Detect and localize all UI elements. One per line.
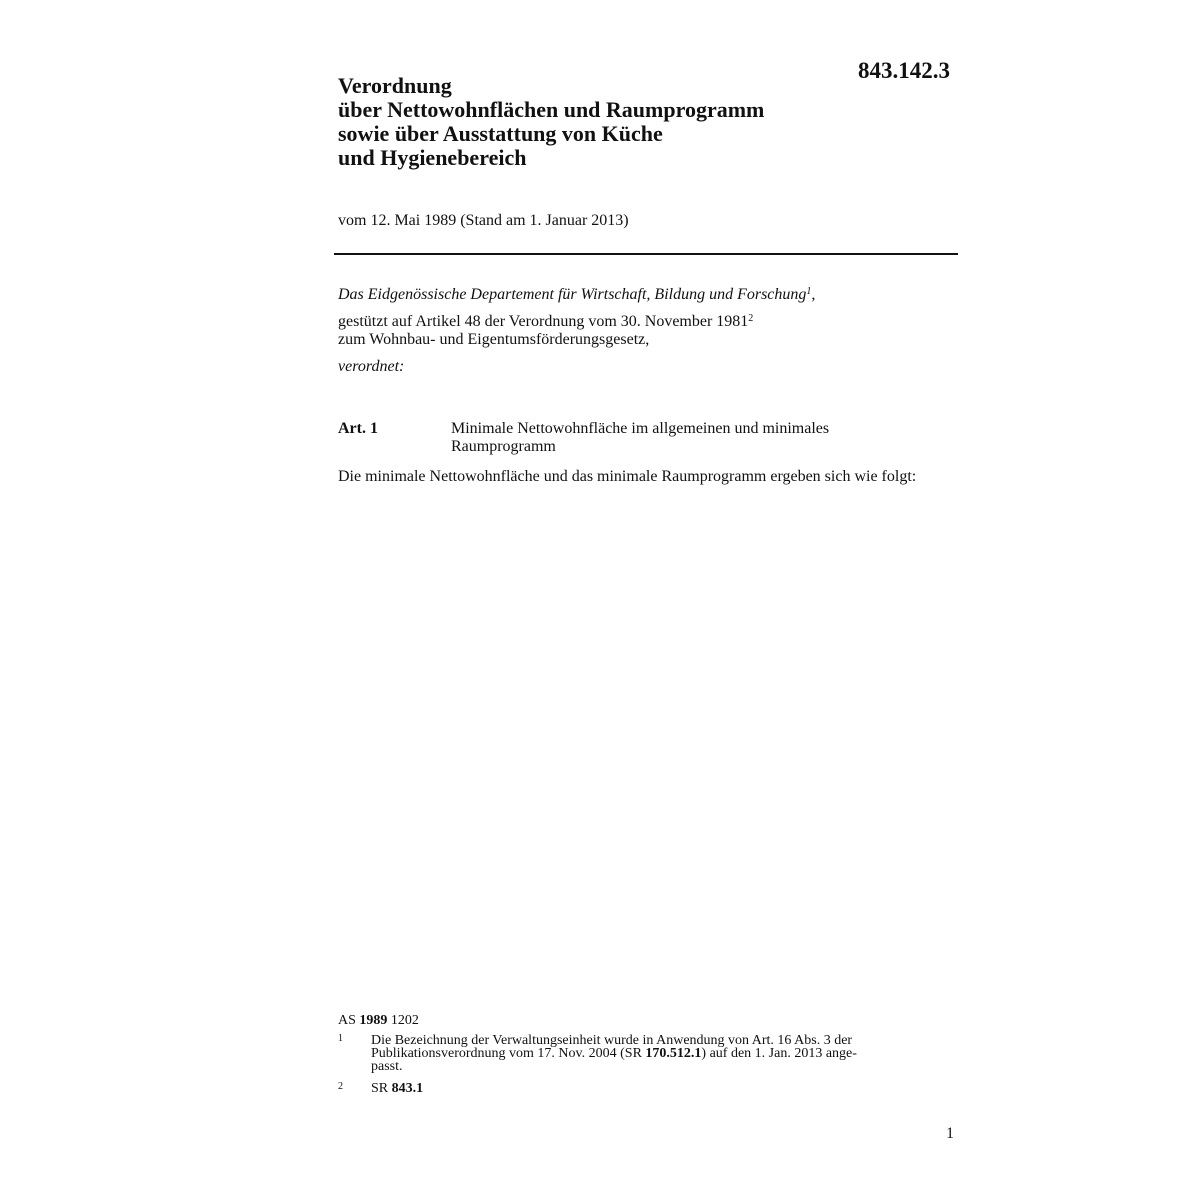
title-line-2: über Nettowohnflächen und Raumprogramm <box>338 97 765 122</box>
as-prefix: AS <box>338 1013 356 1028</box>
article-1-title-line-2: Raumprogramm <box>451 438 556 455</box>
footnote-1-text <box>371 1034 971 1073</box>
document-title <box>338 74 764 170</box>
article-1-label: Art. 1 <box>338 420 378 437</box>
footnote-2 <box>338 1082 978 1096</box>
title-line-4: und Hygienebereich <box>338 145 527 170</box>
as-year: 1989 <box>359 1013 388 1028</box>
date-line: vom 12. Mai 1989 (Stand am 1. Januar 2013) <box>338 212 629 229</box>
article-1-title <box>451 420 829 456</box>
as-page: 1202 <box>390 1013 419 1028</box>
preamble-decrees: verordnet: <box>338 358 405 375</box>
article-1-body: Die minimale Nettowohnfläche und das minimale Raumprogramm ergeben sich wie folgt: <box>338 468 917 485</box>
footnote-1-number: 1 <box>338 1033 343 1044</box>
footnote-1-line-2-post: ) auf den 1. Jan. 2013 ange- <box>701 1046 857 1061</box>
footnote-1 <box>338 1034 978 1074</box>
footnote-2-text <box>371 1082 971 1095</box>
page-number: 1 <box>946 1125 954 1142</box>
footnote-2-prefix: SR <box>371 1081 389 1096</box>
footnote-1-line-3: passt. <box>371 1059 403 1074</box>
title-line-1: Verordnung <box>338 73 452 98</box>
article-1-title-line-1: Minimale Nettowohnfläche im allgemeinen und minimales <box>451 420 830 437</box>
footnote-2-sr-ref[interactable]: 843.1 <box>391 1081 424 1096</box>
footnote-1-line-2 <box>371 1047 971 1060</box>
official-collection-ref <box>338 1013 419 1029</box>
preamble-basis-line-1 <box>338 313 753 331</box>
footnote-1-sr-ref[interactable]: 170.512.1 <box>645 1046 702 1061</box>
sr-number: 843.142.3 <box>858 58 950 83</box>
authority-text: Das Eidgenössische Departement für Wirtschaft, Bildung und Forschung <box>338 286 807 303</box>
footnote-ref-1[interactable]: 1 <box>806 286 812 297</box>
authority-suffix: , <box>811 286 816 303</box>
footnote-ref-2[interactable]: 2 <box>748 313 754 324</box>
basis-text: gestützt auf Artikel 48 der Verordnung vom 30. November 1981 <box>338 313 749 330</box>
preamble-basis-line-2: zum Wohnbau- und Eigentumsförderungsgesetz, <box>338 331 650 348</box>
footnote-2-number: 2 <box>338 1081 343 1092</box>
title-line-3: sowie über Ausstattung von Küche <box>338 121 663 146</box>
preamble-authority <box>338 286 815 304</box>
header-divider <box>334 253 958 255</box>
footnote-1-line-1: Die Bezeichnung der Verwaltungseinheit wurde in Anwendung von Art. 16 Abs. 3 der <box>371 1033 853 1048</box>
footnote-1-line-2-pre: Publikationsverordnung vom 17. Nov. 2004 (SR <box>371 1046 642 1061</box>
